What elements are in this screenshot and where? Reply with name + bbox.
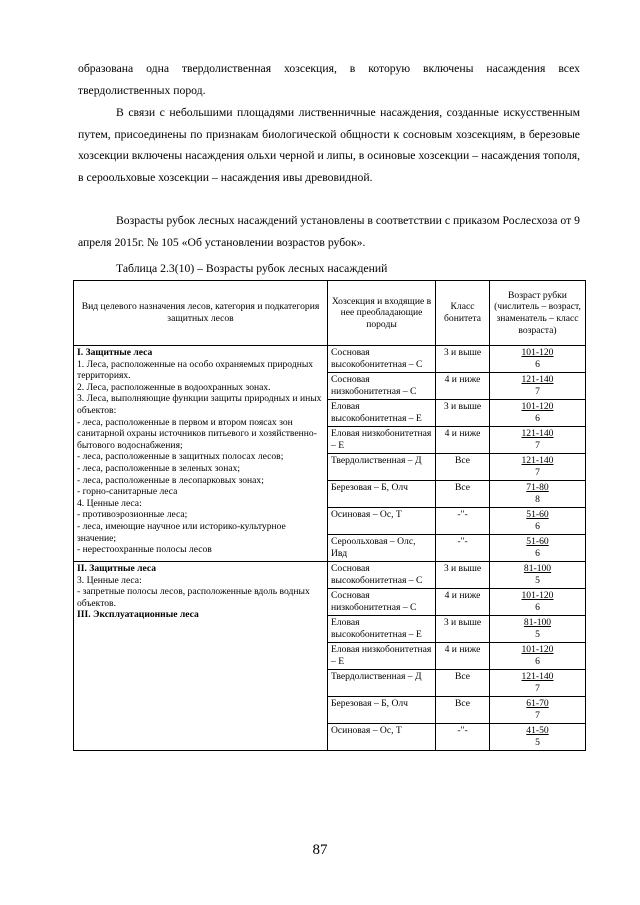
age-class-denominator: 7: [535, 386, 540, 397]
age-class-denominator: 7: [535, 467, 540, 478]
age-numerator: 41-50: [526, 725, 549, 736]
table-row: [74, 346, 586, 373]
age-class-denominator: 6: [535, 656, 540, 667]
felling-age-cell: [490, 454, 586, 481]
age-numerator: 71-80: [526, 482, 549, 493]
section-cell: Осиновая – Ос, Т: [328, 508, 436, 535]
age-fraction: [522, 374, 554, 398]
age-fraction: [526, 698, 548, 722]
age-fraction: [522, 401, 554, 425]
category-line: - горно-санитарные леса: [77, 486, 178, 498]
category-line: 1. Леса, расположенные на особо охраняемых природных территориях.: [77, 358, 314, 382]
category-heading: I. Защитные леса: [77, 347, 153, 358]
bonitet-cell: Все: [436, 481, 490, 508]
age-fraction: [526, 509, 548, 533]
felling-age-cell: [490, 373, 586, 400]
category-line: 2. Леса, расположенные в водоохранных зонах.: [77, 381, 271, 393]
age-fraction: [524, 563, 551, 587]
age-fraction: [522, 455, 554, 479]
age-fraction: [526, 725, 548, 749]
felling-age-cell: [490, 481, 586, 508]
felling-age-cell: [490, 697, 586, 724]
age-class-denominator: 6: [535, 413, 540, 424]
age-class-denominator: 8: [535, 494, 540, 505]
bonitet-cell: -"-: [436, 724, 490, 751]
section-cell: Твердолиственная – Д: [328, 454, 436, 481]
bonitet-cell: 4 и ниже: [436, 427, 490, 454]
felling-age-cell: [490, 508, 586, 535]
forest-category-cell: [74, 346, 328, 562]
category-line: 3. Ценные леса:: [77, 574, 142, 586]
header-section: Хозсекция и входящие в нее преобладающие породы: [328, 281, 436, 346]
bonitet-cell: Все: [436, 454, 490, 481]
age-fraction: [526, 536, 548, 560]
age-fraction: [522, 644, 554, 668]
section-cell: Березовая – Б, Олч: [328, 481, 436, 508]
page-number: 87: [312, 842, 328, 858]
category-line: - леса, расположенные в первом и втором поясах зон санитарной охраны источников питьевого и хозяйственно-бытового водоснабжения;: [77, 416, 317, 451]
age-class-denominator: 5: [535, 629, 540, 640]
age-fraction: [522, 671, 554, 695]
age-class-denominator: 5: [535, 575, 540, 586]
felling-age-cell: [490, 400, 586, 427]
bonitet-cell: -"-: [436, 508, 490, 535]
bonitet-cell: 3 и выше: [436, 562, 490, 589]
bonitet-cell: 4 и ниже: [436, 589, 490, 616]
bonitet-cell: 3 и выше: [436, 616, 490, 643]
bonitet-cell: Все: [436, 697, 490, 724]
age-numerator: 61-70: [526, 698, 549, 709]
header-bonitet: Класс бонитета: [436, 281, 490, 346]
age-numerator: 101-120: [521, 347, 554, 358]
category-line: - нерестоохранные полосы лесов: [77, 544, 212, 556]
header-purpose: Вид целевого назначения лесов, категория и подкатегория защитных лесов: [74, 281, 328, 346]
age-numerator: 101-120: [521, 644, 554, 655]
felling-age-table: [73, 280, 586, 751]
age-numerator: 121-140: [521, 455, 554, 466]
age-fraction: [522, 428, 554, 452]
paragraph-2: В связи с небольшими площадями лиственничные насаждения, созданные искусственным путем, присоединены по признакам биологической общности к сосновым хозсекциям, в березовые хозсекции включены насаждения ольхи черной и липы, в осиновые хозсекции – насаждения тополя, в сероольховые хозсекции – насаждения ивы древовидной.: [78, 106, 580, 184]
age-fraction: [522, 347, 554, 371]
age-fraction: [522, 590, 554, 614]
felling-age-cell: [490, 346, 586, 373]
bonitet-cell: 4 и ниже: [436, 373, 490, 400]
table-caption: Таблица 2.3(10) – Возрасты рубок лесных насаждений: [116, 262, 388, 275]
bonitet-cell: 3 и выше: [436, 346, 490, 373]
category-line: - леса, расположенные в защитных полосах лесов;: [77, 451, 284, 463]
age-numerator: 101-120: [521, 590, 554, 601]
felling-age-cell: [490, 562, 586, 589]
age-fraction: [524, 617, 551, 641]
felling-age-cell: [490, 427, 586, 454]
section-cell: Еловая высокобонитетная – Е: [328, 616, 436, 643]
section-cell: Сосновая высокобонитетная – С: [328, 346, 436, 373]
age-class-denominator: 5: [535, 737, 540, 748]
section-cell: Осиновая – Ос, Т: [328, 724, 436, 751]
category-line: 4. Ценные леса:: [77, 497, 142, 509]
section-cell: Сосновая низкобонитетная – С: [328, 373, 436, 400]
category-line: 3. Леса, выполняющие функции защиты природных и иных объектов:: [77, 393, 322, 416]
forest-category-cell: [74, 562, 328, 751]
felling-age-cell: [490, 670, 586, 697]
age-class-denominator: 6: [535, 521, 540, 532]
category-line: - запретные полосы лесов, расположенные вдоль водных объектов.: [77, 586, 310, 609]
age-numerator: 51-60: [526, 536, 549, 547]
age-numerator: 121-140: [521, 428, 554, 439]
bonitet-cell: -"-: [436, 535, 490, 562]
age-class-denominator: 6: [535, 359, 540, 370]
paragraph-1: образована одна твердолиственная хозсекция, в которую включены насаждения всех твердолиственных пород.: [78, 62, 580, 97]
paragraph-3: Возрасты рубок лесных насаждений установлены в соответствии с приказом Рослесхоза от 9 апреля 2015г. № 105 «Об установлении возрастов рубок».: [78, 214, 580, 249]
felling-age-cell: [490, 589, 586, 616]
age-numerator: 81-100: [523, 617, 552, 628]
category-heading: II. Защитные леса: [77, 563, 157, 574]
age-class-denominator: 6: [535, 548, 540, 559]
section-cell: Березовая – Б, Олч: [328, 697, 436, 724]
felling-age-cell: [490, 643, 586, 670]
age-numerator: 81-100: [523, 563, 552, 574]
section-cell: Еловая низкобонитетная – Е: [328, 643, 436, 670]
section-cell: Сосновая низкобонитетная – С: [328, 589, 436, 616]
age-fraction: [526, 482, 548, 506]
age-numerator: 51-60: [526, 509, 549, 520]
age-numerator: 101-120: [521, 401, 554, 412]
section-cell: Сероольховая – Олс, Ивд: [328, 535, 436, 562]
category-line: - леса, расположенные в лесопарковых зонах;: [77, 474, 264, 486]
table-header-row: [74, 281, 586, 346]
age-class-denominator: 7: [535, 683, 540, 694]
section-cell: Твердолиственная – Д: [328, 670, 436, 697]
category-heading: III. Эксплуатационные леса: [77, 609, 199, 621]
age-numerator: 121-140: [521, 374, 554, 385]
table-row: [74, 562, 586, 589]
age-class-denominator: 6: [535, 602, 540, 613]
age-numerator: 121-140: [521, 671, 554, 682]
felling-age-cell: [490, 535, 586, 562]
age-class-denominator: 7: [535, 710, 540, 721]
bonitet-cell: Все: [436, 670, 490, 697]
age-class-denominator: 7: [535, 440, 540, 451]
section-cell: Еловая низкобонитетная – Е: [328, 427, 436, 454]
category-line: - леса, имеющие научное или историко-культурное значение;: [77, 520, 286, 544]
felling-age-cell: [490, 616, 586, 643]
felling-age-cell: [490, 724, 586, 751]
section-cell: Сосновая высокобонитетная – С: [328, 562, 436, 589]
bonitet-cell: 3 и выше: [436, 400, 490, 427]
bonitet-cell: 4 и ниже: [436, 643, 490, 670]
category-line: - противоэрозионные леса;: [77, 509, 188, 521]
header-age: Возраст рубки (числитель – возраст, знаменатель – класс возраста): [490, 281, 586, 346]
section-cell: Еловая высокобонитетная – Е: [328, 400, 436, 427]
category-line: - леса, расположенные в зеленых зонах;: [77, 462, 241, 474]
